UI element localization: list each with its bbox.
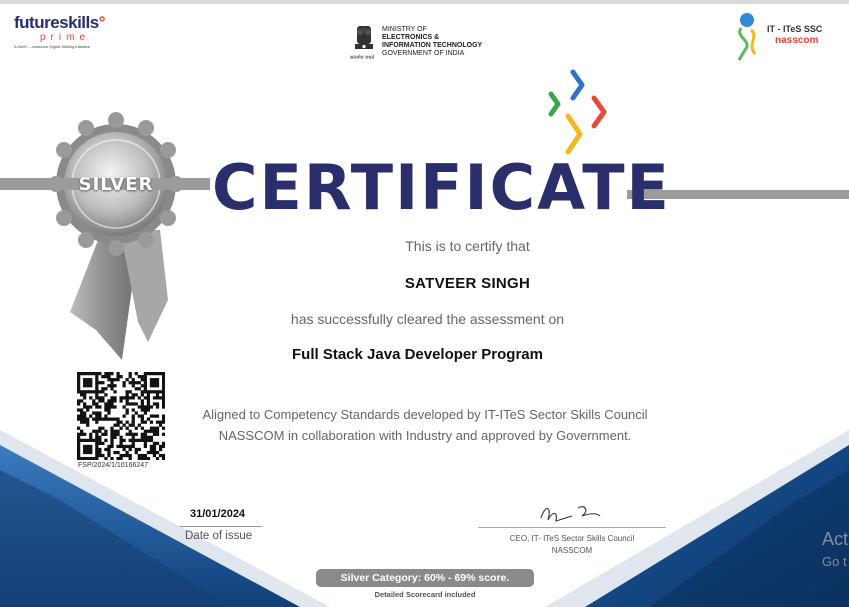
signatory-org: NASSCOM xyxy=(551,546,593,555)
qr-code[interactable] xyxy=(77,372,165,460)
signature-divider xyxy=(478,527,666,528)
ssc-nasscom-logo xyxy=(733,10,843,62)
nasscom-text: nasscom xyxy=(775,35,819,46)
alignment-line-1: Aligned to Competency Standards developed by IT-ITeS Sector Skills Council xyxy=(202,407,648,422)
ministry-line-4: GOVERNMENT OF INDIA xyxy=(382,50,465,57)
recipient-name: SATVEER SINGH xyxy=(404,275,531,292)
scorecard-note: Detailed Scorecard included xyxy=(374,590,476,599)
logo-text-prime: prime xyxy=(40,32,91,43)
date-divider xyxy=(180,526,262,527)
ministry-line-2: ELECTRONICS & xyxy=(382,34,440,41)
logo-text-future: future xyxy=(14,13,60,32)
issue-date-label: Date of issue xyxy=(185,530,253,542)
emblem-caption: सत्यमेव जयते xyxy=(350,55,375,61)
footer-wave-right xyxy=(545,430,849,607)
cleared-text: has successfully cleared the assessment on xyxy=(290,311,565,327)
issue-date: 31/01/2024 xyxy=(190,508,246,520)
certificate-id: FSP/2024/1/10166247 xyxy=(78,462,149,469)
qr-code-icon xyxy=(77,372,165,460)
signature-icon xyxy=(541,507,600,521)
ssc-title: IT - ITeS SSC xyxy=(767,24,823,34)
ministry-line-1: MINISTRY OF xyxy=(382,26,427,33)
program-name: Full Stack Java Developer Program xyxy=(292,346,543,363)
ssc-figure-icon xyxy=(733,10,763,62)
futureskills-logo: futureskills° prime A MeitY – nasscom Digital Skilling Initiative xyxy=(14,13,106,49)
certify-text: This is to certify that xyxy=(405,238,530,254)
alignment-statement xyxy=(170,404,680,446)
silver-badge-label: SILVER xyxy=(78,174,154,195)
ministry-line-3: INFORMATION TECHNOLOGY xyxy=(382,42,483,49)
logo-tagline: A MeitY – nasscom Digital Skilling Initiative xyxy=(14,44,90,49)
windows-activation-watermark: Act xyxy=(822,529,849,549)
windows-activation-subtext: Go t xyxy=(822,554,847,569)
score-category-badge: Silver Category: 60% - 69% score. xyxy=(316,569,534,587)
signatory-title: CEO, IT- ITeS Sector Skills Council xyxy=(509,534,635,543)
logo-text-skills: skills xyxy=(59,13,99,32)
meity-logo xyxy=(352,24,512,66)
certificate-title: CERTIFICATE xyxy=(212,151,671,224)
alignment-line-2: NASSCOM in collaboration with Industry and approved by Government. xyxy=(218,428,632,443)
footer-wave-left xyxy=(0,430,330,607)
chevron-arrows-icon xyxy=(551,72,604,152)
